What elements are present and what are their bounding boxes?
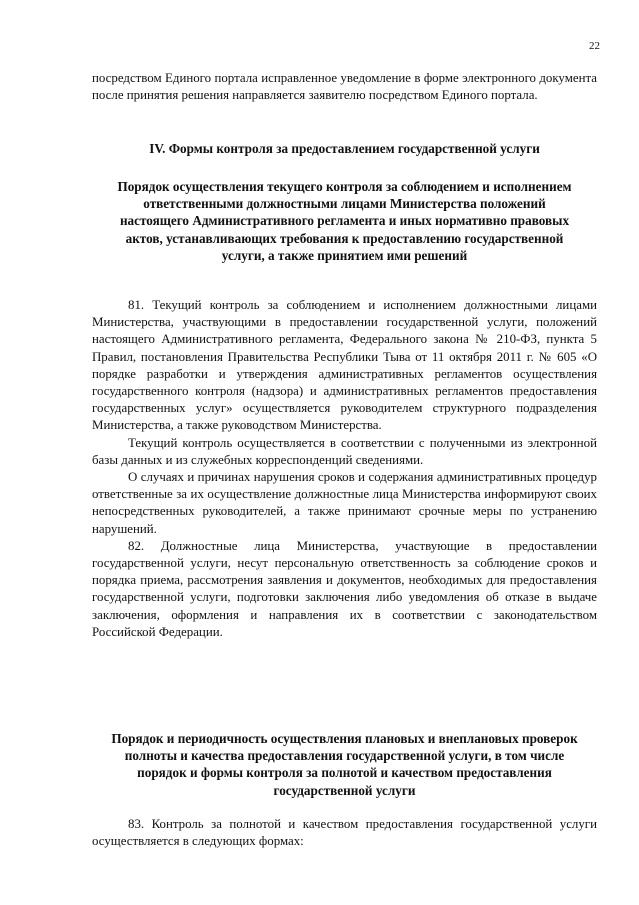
paragraph-82: 82. Должностные лица Министерства, участвующие в предоставлении государственной услуги, несут персональную ответственность за соблюдение сроков и порядка приема, рассмотрения заявления и документов, необходимых для предоставления государственной услуги, подготовки заключения либо уведомления об отказе в выдаче заключения, оформления и направления их в соответствии с законодательством Российской Федерации. [92, 538, 597, 639]
intro-paragraph: посредством Единого портала исправленное уведомление в форме электронного документа после принятия решения направляется заявителю посредством Единого портала. [92, 71, 597, 103]
paragraph-violations: О случаях и причинах нарушения сроков и содержания административных процедур ответственные за их осуществление должностные лица Министерства информируют своих непосредственных руководителей, а также принимают срочные меры по устранению нарушений. [92, 470, 597, 536]
section-heading: IV. Формы контроля за предоставлением государственной услуги [149, 141, 540, 156]
intro-paragraph-block [92, 70, 597, 104]
main-text-block [92, 297, 597, 641]
page-number: 22 [589, 40, 600, 52]
subheading-inspections: Порядок и периодичность осуществления плановых и внеплановых проверок полноты и качества предоставления государственной услуги, в том числе порядок и формы контроля за полнотой и качеством предоставления государственной услуги [111, 731, 578, 798]
subheading-current-control: Порядок осуществления текущего контроля за соблюдением и исполнением ответственными должностными лицами Министерства положений настоящего Административного регламента и иных нормативно правовых актов, устанавливающих требования к предоставлению государственной услуги, а также принятием ими решений [117, 179, 572, 263]
paragraph-81: 81. Текущий контроль за соблюдением и исполнением должностными лицами Министерства, участвующими в предоставлении государственной услуги, положений настоящего Административного регламента, Федерального закона № 210-ФЗ, пункта 5 Правил, постановления Правительства Республики Тыва от 11 октября 2011 г. № 605 «О порядке разработки и утверждения административных регламентов осуществления государственного контроля (надзора) и административных регламентов предоставления государственных услуг» осуществляется руководителем структурного подразделения Министерства, а также руководством Министерства. [92, 298, 597, 433]
paragraph-current-control: Текущий контроль осуществляется в соответствии с полученными из электронной базы данных и из служебных корреспонденций сведениями. [92, 435, 597, 467]
paragraph-83-block [92, 816, 597, 850]
paragraph-83: 83. Контроль за полнотой и качеством предоставления государственной услуги осуществляется в следующих формах: [92, 817, 597, 849]
